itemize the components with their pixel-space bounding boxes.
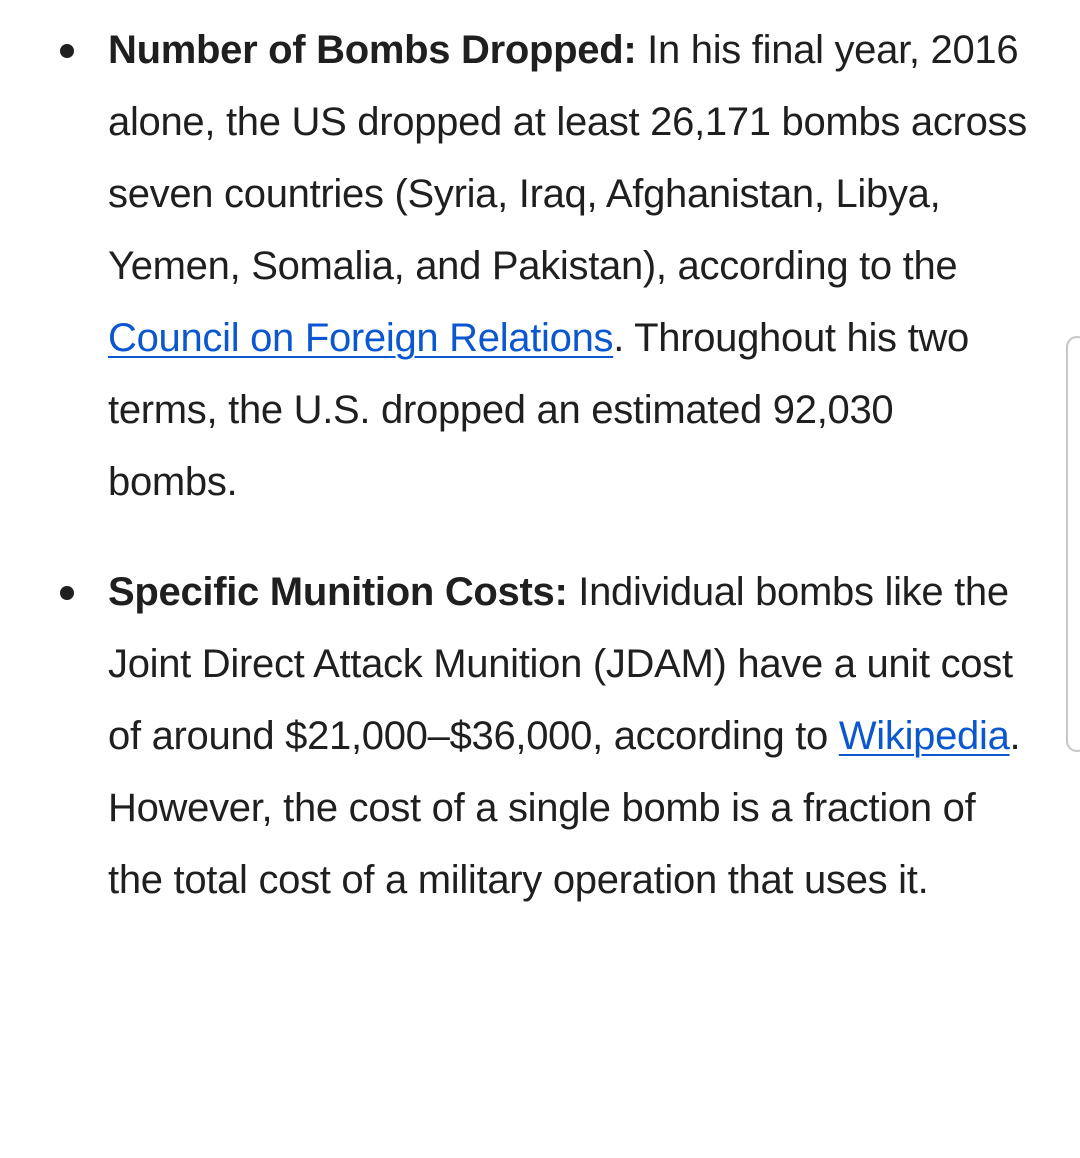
- bullet-text: . However, the cost of a single bomb is a fraction of the total cost of a military operation that uses it.: [108, 714, 1021, 902]
- list-item-bombs-dropped: [0, 14, 1060, 518]
- bullet-text: In his final year, 2016 alone, the US dropped at least 26,171 bombs across seven countries (Syria, Iraq, Afghanistan, Libya, Yemen, Somalia, and Pakistan), according to the: [108, 28, 1027, 288]
- scroll-handle[interactable]: [1066, 336, 1080, 752]
- bullet-point-icon: [60, 586, 74, 600]
- bullet-point-icon: [60, 44, 74, 58]
- wikipedia-link[interactable]: Wikipedia: [838, 714, 1010, 758]
- bullet-term: Specific Munition Costs:: [108, 570, 568, 614]
- bullet-term: Number of Bombs Dropped:: [108, 28, 637, 72]
- list-item-munition-costs: [0, 556, 1060, 916]
- bullet-list: [0, 14, 1060, 916]
- bullet-text: Individual bombs like the Joint Direct Attack Munition (JDAM) have a unit cost of around $21,000–$36,000, according to: [108, 570, 1013, 758]
- response-content: [0, 14, 1060, 916]
- bullet-text: . Throughout his two terms, the U.S. dropped an estimated 92,030 bombs.: [108, 316, 969, 504]
- council-on-foreign-relations-link[interactable]: Council on Foreign Relations: [108, 316, 614, 360]
